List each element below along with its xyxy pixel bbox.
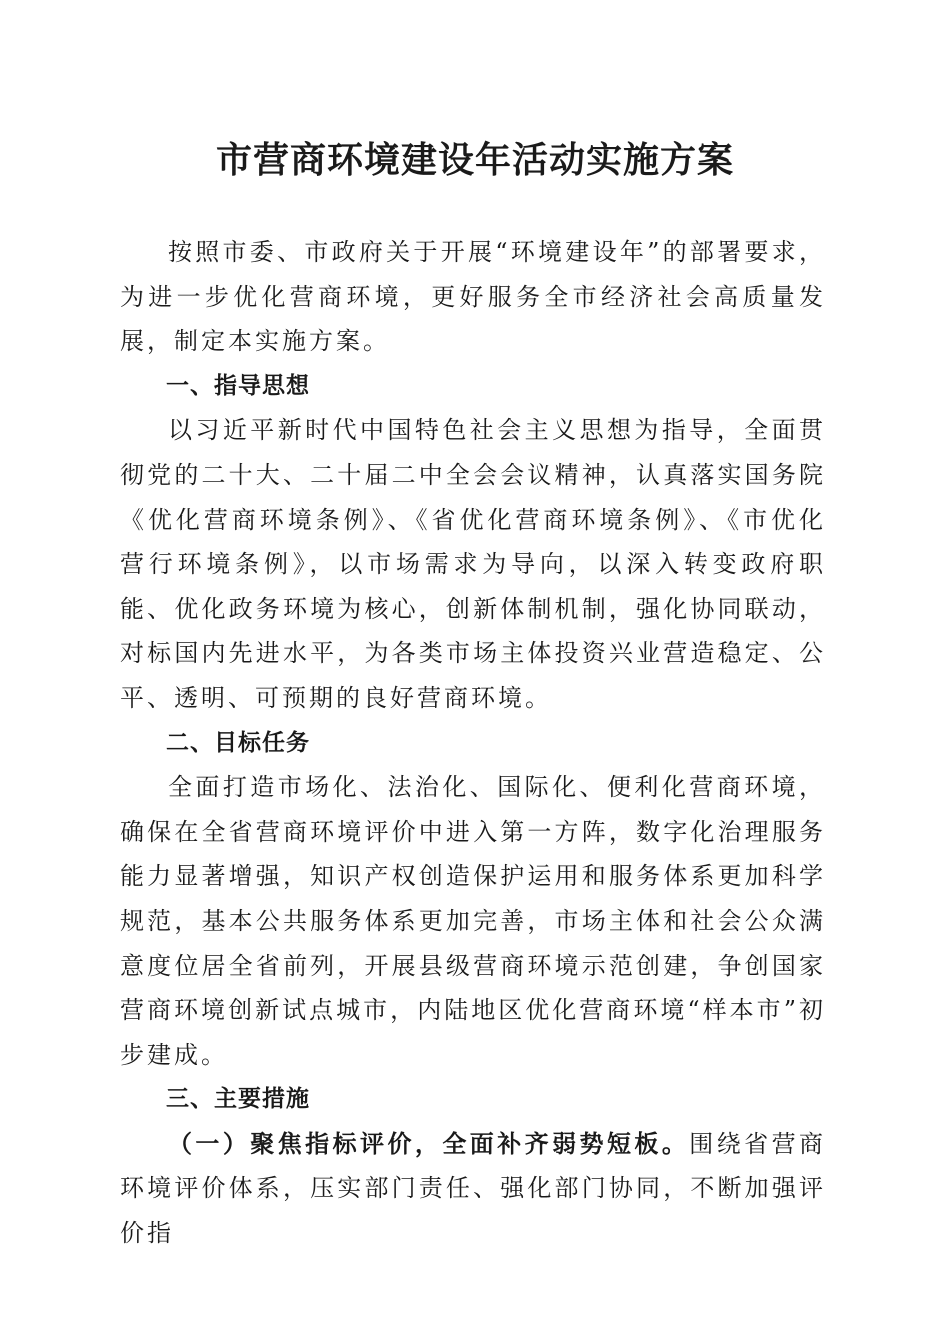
section-heading-measures: 三、主要措施 <box>166 1086 310 1113</box>
section-heading-goals: 二、目标任务 <box>166 729 310 756</box>
section-paragraph-guiding-thought: 以习近平新时代中国特色社会主义思想为指导，全面贯彻党的二十大、二十届二中全会会议精神，认真落实国务院《优化营商环境条例》、《省优化营商环境条例》、《市优化营行环境条例》，以市场需求为导向，以深入转变政府职能、优化政务环境为核心，创新体制机制，强化协同联动，对标国内先进水平，为各类市场主体投资兴业营造稳定、公平、透明、可预期的良好营商环境。 <box>120 416 826 712</box>
document-title: 市营商环境建设年活动实施方案 <box>215 139 734 181</box>
section-heading-guiding-thought: 一、指导思想 <box>166 372 310 399</box>
intro-paragraph: 按照市委、市政府关于开展“环境建设年”的部署要求，为进一步优化营商环境，更好服务全市经济社会高质量发展，制定本实施方案。 <box>120 238 826 356</box>
measure-item-lead: （一）聚焦指标评价，全面补齐弱势短板。 <box>168 1128 690 1158</box>
measure-item-paragraph <box>120 1122 826 1256</box>
document-body <box>120 230 826 1256</box>
section-paragraph-goals: 全面打造市场化、法治化、国际化、便利化营商环境，确保在全省营商环境评价中进入第一方阵，数字化治理服务能力显著增强，知识产权创造保护运用和服务体系更加科学规范，基本公共服务体系更加完善，市场主体和社会公众满意度位居全省前列，开展县级营商环境示范创建，争创国家营商环境创新试点城市，内陆地区优化营商环境“样本市”初步建成。 <box>120 773 826 1069</box>
measure-item-text: 围绕省营商环境评价体系，压实部门责任、强化部门协同，不断加强评价指 <box>120 1129 827 1248</box>
